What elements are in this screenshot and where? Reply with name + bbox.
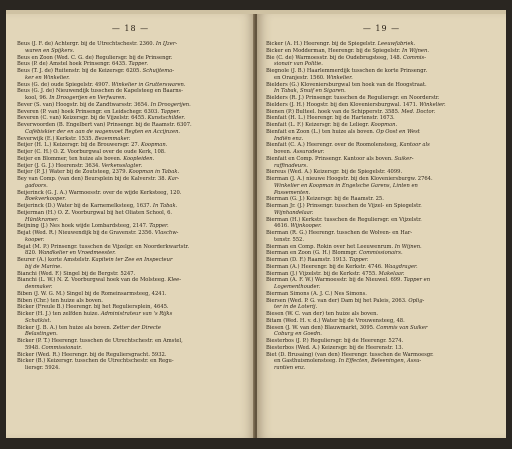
entry-text: Beus (G. de) oude Spiegelstr. 4907. xyxy=(17,81,112,88)
directory-line xyxy=(17,109,247,116)
entry-text: Bierman en Zoon (G. H.) Blommgr. xyxy=(266,250,360,257)
directory-line xyxy=(266,365,496,372)
entry-occupation: Leeuwfabriek. xyxy=(377,41,416,47)
directory-line xyxy=(266,68,496,75)
entry-occupation: Verkensslagter. xyxy=(101,162,143,169)
entry-text: en Oranjestr. 1560. xyxy=(274,74,327,81)
directory-line xyxy=(266,163,496,170)
entry-text: Bierman (H.) Kerkstr. tusschen de Reguliersgr. en Vijzelstr. xyxy=(266,216,422,223)
entry-text: Bierman (A. F. W.) Warmoesstr. bij de Nieuwel. 699. xyxy=(266,277,404,284)
entry-text: Bielders (R. J.) Prinsengr. tusschen de Reguliersgr. en Noorderstr. xyxy=(266,95,440,101)
directory-line xyxy=(17,129,247,136)
directory-line xyxy=(17,163,247,170)
entry-text: Bicker (Freule B.) Heerengr. bij het Reguliersplein, 4645. xyxy=(17,304,169,311)
entry-text: Beijerinck (G. J. A.) Warmoesstr. over de wijde Kerksteeg, 120. xyxy=(17,189,182,196)
entry-text: Biben (Chr.) ten huize als boven. xyxy=(17,297,103,304)
directory-line xyxy=(17,142,247,149)
directory-line xyxy=(266,352,496,359)
entry-occupation: bij de Marine. xyxy=(25,263,62,270)
entry-occupation: gadoors. xyxy=(25,182,48,189)
directory-line xyxy=(17,257,247,264)
entry-text: Bierman en Comp. Rokin over het Leeuwenrum. xyxy=(266,243,395,250)
entry-text: kool, 96. xyxy=(25,95,50,101)
entry-occupation: waren en Spijkers. xyxy=(25,47,75,54)
entry-occupation: In Wijnen. xyxy=(394,243,422,250)
directory-line xyxy=(266,237,496,244)
directory-line xyxy=(17,176,247,183)
directory-line xyxy=(17,41,247,48)
entry-occupation: Koopman. xyxy=(141,142,168,149)
entry-occupation: Op Oost en West xyxy=(376,128,420,135)
directory-line xyxy=(266,129,496,136)
entry-occupation: ker en Winkelier. xyxy=(25,74,70,81)
directory-line xyxy=(17,304,247,311)
directory-line xyxy=(17,325,247,332)
entry-occupation: Hüntkramer. xyxy=(25,216,59,223)
directory-line xyxy=(266,230,496,237)
entry-occupation: Wijnhandelaar. xyxy=(274,209,314,216)
entry-text: Bicker (A. H.) Heerengr. bij de Spiegelstr. xyxy=(266,41,378,47)
entry-text: Bienfait en Zoon (L.) ten huize als boven. xyxy=(266,128,377,135)
entry-text: Bicker (J. B. A.) ten huize als boven. xyxy=(17,324,113,331)
entry-occupation: Winkelier in Grutterswaren. xyxy=(111,81,186,88)
entry-text: Beijer (H. L.) Keizersgr. bij de Brouwersgr. 27. xyxy=(17,142,142,149)
entry-text: Biegnole (J. B.) Haarlemmerdijk tusschen de korte Prinsengr. xyxy=(266,68,428,74)
directory-line xyxy=(17,102,247,109)
entry-occupation: In Tabak, Snuif en Sigaren. xyxy=(274,88,346,95)
directory-line xyxy=(17,122,247,129)
directory-line xyxy=(266,244,496,251)
directory-line xyxy=(17,48,247,55)
directory-line xyxy=(266,122,496,129)
entry-text: Bierman Jr. (J.) Prinsengr. tusschen de Vijzel- en Spiegelstr. xyxy=(266,203,422,209)
directory-line xyxy=(17,68,247,75)
directory-line xyxy=(266,95,496,102)
page-number: — 19 — xyxy=(362,24,401,33)
entry-text: tenstr. 552. xyxy=(274,236,304,243)
entry-occupation: Belastingen. xyxy=(25,331,58,338)
directory-line xyxy=(17,75,247,82)
entry-text: Bienfait (L. F.) Keizersgr. bij de Leliegr. xyxy=(266,122,371,128)
directory-line xyxy=(266,190,496,197)
directory-line xyxy=(17,271,247,278)
entry-text: 4616. xyxy=(274,223,291,230)
entry-text: Bey van Comp. (van den) Beursplein bij de Kalverstr. 38. xyxy=(17,176,168,182)
entry-occupation: Coburg en Goedn. xyxy=(274,331,322,338)
entry-occupation: In Droogerijen en Verfwaren. xyxy=(49,95,127,101)
entry-occupation: Winkelier en Koopman in Engelsche Garens, Linten en xyxy=(274,182,418,189)
directory-line xyxy=(17,196,247,203)
entry-occupation: Indiën enz. xyxy=(274,135,304,142)
entry-text: Beurer (A.) korte Amstelstr. xyxy=(17,257,92,263)
directory-line xyxy=(17,291,247,298)
directory-line xyxy=(17,136,247,143)
directory-line xyxy=(266,210,496,217)
entry-occupation: raffinadeurs. xyxy=(274,162,308,169)
directory-line xyxy=(266,176,496,183)
directory-line xyxy=(17,203,247,210)
directory-line xyxy=(17,237,247,244)
entry-occupation: Commissionairs. xyxy=(359,250,403,257)
entry-text: Bierman (D. F.) Raamstr. 1913. xyxy=(266,257,350,263)
directory-line xyxy=(17,352,247,359)
entry-occupation: Logementhouder. xyxy=(274,284,321,290)
directory-line xyxy=(17,183,247,190)
entry-occupation: rantien enz. xyxy=(274,365,306,371)
entry-occupation: Zetter der Directe xyxy=(112,324,161,331)
directory-line xyxy=(266,345,496,352)
entry-occupation: Tapper. xyxy=(349,257,369,263)
directory-line xyxy=(17,338,247,345)
directory-line xyxy=(266,183,496,190)
directory-line xyxy=(266,149,496,156)
directory-line xyxy=(266,156,496,163)
directory-entries xyxy=(266,41,496,372)
directory-line xyxy=(266,331,496,338)
entry-occupation: Passementen. xyxy=(274,189,311,196)
entry-text: Biesterbos (Wed. A.) Keizersgr. bij de Heerenstr. 13. xyxy=(266,344,404,351)
entry-occupation: Koopleiden. xyxy=(123,155,155,162)
entry-occupation: Wandkelier en Vroedmeester. xyxy=(38,250,116,257)
entry-occupation: Wijnkooper. xyxy=(290,223,322,230)
directory-line xyxy=(266,136,496,143)
directory-line xyxy=(266,257,496,264)
entry-text: Bicker (B.) Keizersgr. tusschen de Utrechtschestr. en Regu- xyxy=(17,358,174,365)
entry-text: Bierman Simons (A. J. C.) Nes Simons. xyxy=(266,290,367,297)
entry-occupation: Winkelier. xyxy=(326,74,353,81)
entry-text: Biesterbos (J. P.) Reguliersgr. bij de Heerengr. 5274. xyxy=(266,338,404,344)
directory-line xyxy=(17,55,247,62)
page-number: — 18 — xyxy=(111,24,150,33)
entry-text: Beus (T. J. de) Ruitenstr. bij de Keizersgr. 6205. xyxy=(17,68,143,74)
entry-occupation: In Wijnen. xyxy=(402,47,429,54)
directory-line xyxy=(17,250,247,257)
entry-text: 820. xyxy=(25,250,39,257)
entry-text: Beijer (C. H.) O. Z. Voorburgwal over de oude Kerk, 108. xyxy=(17,149,166,155)
directory-line xyxy=(266,304,496,311)
entry-text: Beus (P. de) Amstel hoek Prinsengr. 6435. xyxy=(17,61,129,68)
directory-line xyxy=(17,264,247,271)
directory-line xyxy=(266,291,496,298)
directory-line xyxy=(17,345,247,352)
directory-line xyxy=(266,311,496,318)
directory-line xyxy=(17,169,247,176)
entry-text: Bierman (J. A.) nieuwe Hoogstr. bij den Kloveniersburgw. 2764. xyxy=(266,176,433,182)
entry-occupation: Oplig- xyxy=(408,297,425,304)
entry-occupation: denmaker. xyxy=(25,284,53,290)
entry-occupation: Schatkist. xyxy=(25,317,52,324)
entry-text: Bienfait (H. L.) Heerengr. bij de Hartenstr. 1673. xyxy=(266,115,395,122)
entry-occupation: Waagdrager. xyxy=(384,263,418,270)
entry-occupation: Klee- xyxy=(167,277,181,284)
directory-line xyxy=(17,217,247,224)
entry-occupation: Med. Doctor. xyxy=(401,108,436,115)
directory-line xyxy=(266,48,496,55)
entry-occupation: Koopman in Tabak. xyxy=(128,169,180,176)
entry-text: Beus en Zoon (Wed. C. G. de) Reguliersgr. bij de Prinsengr. xyxy=(17,54,173,61)
directory-line xyxy=(266,115,496,122)
directory-line xyxy=(17,358,247,365)
directory-line xyxy=(17,61,247,68)
directory-line xyxy=(266,142,496,149)
entry-text: Bie (C. de) Warmoesstr. bij de Oudebrugsteeg, 148. xyxy=(266,54,403,61)
entry-text: 5948. xyxy=(25,344,42,351)
entry-text: Bierman (R. G.) Heerengr. tusschen de Wolven- en Har- xyxy=(266,230,413,236)
entry-occupation: Koopman. xyxy=(370,122,398,128)
directory-line xyxy=(17,298,247,305)
directory-line xyxy=(266,358,496,365)
directory-line xyxy=(17,318,247,325)
entry-occupation: Tapper. xyxy=(149,223,169,230)
entry-occupation: In IJzer- xyxy=(155,41,178,47)
entry-text: Bielders (J. H.) Hoogstr. bij den Kloveniersburgwal. 1471. xyxy=(266,101,420,108)
entry-text: Bianchi (Wed. F.) Singel bij de Bergstr. 5247. xyxy=(17,270,136,277)
directory-line xyxy=(17,82,247,89)
entry-occupation: Administrateur van 's Rijks xyxy=(100,311,173,317)
directory-line xyxy=(17,331,247,338)
directory-line xyxy=(266,318,496,325)
entry-text: Bicker (H. J.) ten zelfden huize. xyxy=(17,311,101,317)
directory-line xyxy=(17,365,247,372)
directory-line xyxy=(266,88,496,95)
entry-text: Beus (G. J. de) Nieuwendijk tusschen de Kapelsteeg en Baarns- xyxy=(17,88,183,95)
directory-line xyxy=(266,75,496,82)
directory-line xyxy=(266,277,496,284)
entry-text: Biesen (W. C. van der) ten huize als boven. xyxy=(266,311,379,317)
entry-occupation: Bezemmaker. xyxy=(94,135,131,142)
directory-line xyxy=(266,102,496,109)
entry-text: Bienfait (C. A.) Heerengr. over de Roomolensteeg, xyxy=(266,142,400,149)
directory-entries xyxy=(17,41,247,372)
entry-text: Beverwijk (E.) Kerkstr. 1535. xyxy=(17,135,95,142)
entry-occupation: Kar- xyxy=(167,176,180,182)
entry-text: Bejat (Wed. R.) Nieuwendijk bij de Gravenstr. 2356. xyxy=(17,230,155,236)
directory-line xyxy=(266,271,496,278)
entry-text: Biet (D. Brusaing) (van den) Heerengr. tusschen de Warmoesgr. xyxy=(266,351,434,358)
entry-occupation: Tapper en xyxy=(403,277,431,284)
entry-occupation: Commis- xyxy=(402,54,426,61)
right-page xyxy=(257,14,506,438)
entry-occupation: Boekverkooper. xyxy=(25,196,66,203)
directory-line xyxy=(17,244,247,251)
entry-occupation: Kantoor als xyxy=(399,142,430,149)
directory-line xyxy=(17,230,247,237)
entry-occupation: In Tabak. xyxy=(152,203,178,209)
entry-text: Bejat (M. P.) Prinsengr. tusschen de Vijzelgr. en Noorderkwartstr. xyxy=(17,243,190,250)
entry-occupation: Winkelier. xyxy=(419,101,446,108)
entry-text: en Gasthuismolensteeg. xyxy=(274,358,339,365)
directory-line xyxy=(266,217,496,224)
entry-occupation: Suiker- xyxy=(394,155,414,162)
directory-line xyxy=(17,115,247,122)
directory-line xyxy=(17,95,247,102)
entry-text: boven. xyxy=(274,149,294,155)
entry-occupation: Schuijtema- xyxy=(142,68,174,74)
directory-line xyxy=(17,210,247,217)
entry-occupation: Tapper. xyxy=(128,61,148,68)
directory-line xyxy=(266,169,496,176)
entry-occupation: Commis van Suiker xyxy=(376,324,428,331)
left-page xyxy=(6,14,255,438)
entry-text: Beijning (J.) Nes hoek wijde Lombardsteeg, 2147. xyxy=(17,223,150,230)
entry-text: Bitam (Wed. H. v. d.) Water bij de Vrouwensteeg, 48. xyxy=(266,317,405,324)
entry-text: Bianchi (L. W.) N. Z. Voorburgwal hoek van de Molsteeg. xyxy=(17,277,168,284)
entry-text: Beijer (P. J.) Water bij de Zoutsteeg, 2379. xyxy=(17,169,129,176)
entry-text: Beijer en Blommer, ten huize als boven. xyxy=(17,155,124,162)
entry-text: Bierman (G. J.) Keizersgr. bij de Raamstr. 25. xyxy=(266,196,384,203)
directory-line xyxy=(266,109,496,116)
entry-text: Beus (J. F. de) Achtergr. bij de Utrechtschestr. 2360. xyxy=(17,41,156,47)
entry-occupation: In Droogerijen. xyxy=(150,101,191,108)
directory-line xyxy=(17,223,247,230)
directory-line xyxy=(266,196,496,203)
directory-line xyxy=(266,250,496,257)
entry-occupation: ter in de Loterij. xyxy=(274,304,318,311)
directory-line xyxy=(266,298,496,305)
entry-text: Bierman (A.) Heerengr. bij de Kerkstr. 4746. xyxy=(266,263,385,270)
entry-occupation: Assuradeur. xyxy=(293,149,325,155)
directory-line xyxy=(17,284,247,291)
directory-line xyxy=(266,284,496,291)
directory-line xyxy=(17,190,247,197)
directory-line xyxy=(266,61,496,68)
entry-text: Bicker (Wed. R.) Heerengr. bij de Reguliersgracht. 5932. xyxy=(17,351,167,358)
entry-occupation: Vlaschw- xyxy=(154,230,179,236)
directory-line xyxy=(266,264,496,271)
directory-line xyxy=(17,88,247,95)
entry-text: Biben (J. W. G. M.) Singel bij de Romeinsarmsteeg, 4241. xyxy=(17,290,167,297)
entry-text: Bienen (P.) Bulteel. hoek van de Schipperstr. 3585. xyxy=(266,108,402,115)
entry-text: Bielders (G.) Kloveniersburgwal ten hoek van de Hoogstraat. xyxy=(266,81,427,88)
directory-line xyxy=(17,156,247,163)
directory-line xyxy=(17,149,247,156)
directory-line xyxy=(266,203,496,210)
entry-text: Bienfait en Comp. Prinsengr. Kantoor als boven. xyxy=(266,155,395,162)
entry-text: Bierman (J.) Vijzelstr. bij de Kerkstr. 4755. xyxy=(266,270,379,277)
entry-occupation: Cafébiskier der en aan de wagenvoet Regten en Accijnzen. xyxy=(25,128,181,135)
entry-text: Bever (S. van) Hoogstr. bij de Zandtwarsstr. 3654. xyxy=(17,101,151,108)
entry-text: Beijerman (H.) O. Z. Voorburgwal bij het Oliaten School, 6. xyxy=(17,209,173,216)
directory-line xyxy=(266,338,496,345)
entry-text: Biersen (Wed. P. G. van der) Dam bij het Paleis, 2063. xyxy=(266,297,409,304)
entry-occupation: Tapper. xyxy=(160,108,181,115)
entry-occupation: Kapitein ter Zee en Inspecteur xyxy=(91,257,173,263)
entry-occupation: In Effecten, Beleeningen, Assu- xyxy=(338,358,422,365)
entry-occupation: Commissionair. xyxy=(41,344,82,351)
directory-line xyxy=(266,41,496,48)
directory-line xyxy=(266,55,496,62)
entry-text: Beverwoorden (B. Engelbert van) Prinsengr. bij de Raamstr. 6307. xyxy=(17,122,192,128)
entry-text: Beijerinck (D.) Water bij de Karnemelksteeg, 1637. xyxy=(17,203,153,209)
directory-line xyxy=(266,82,496,89)
entry-text: Beveren (C. van) Keizersgr. bij de Vijzelstr. 6455. xyxy=(17,115,148,122)
directory-line xyxy=(266,325,496,332)
directory-line xyxy=(17,277,247,284)
entry-occupation: Makelaar. xyxy=(378,270,405,277)
entry-text: Bicker (P. T.) Heerengr. tusschen de Utrechtschestr. en Amstel, xyxy=(17,338,183,344)
entry-text: Bicker en Modderman, Heerengr. bij de Spiegelstr. xyxy=(266,47,403,54)
entry-text: Biereus (Wed. A.) Keizersgr. bij de Spiegelstr. 4099. xyxy=(266,169,403,176)
entry-occupation: sionair van Politie. xyxy=(274,61,323,68)
entry-text: Beveren (P. van) hoek Prinsengr. en Leidschegr. 6303. xyxy=(17,108,161,115)
entry-occupation: Kunstschilder. xyxy=(147,115,185,122)
entry-occupation: kooper. xyxy=(25,236,45,243)
entry-text: liersgr. 5924. xyxy=(25,365,60,371)
directory-line xyxy=(266,223,496,230)
directory-line xyxy=(17,311,247,318)
entry-text: Biesen (J. W. van den) Blauwmarkt, 3095. xyxy=(266,324,377,331)
entry-text: Beijer (J. G. J.) Heerenstr. 3634. xyxy=(17,162,102,169)
